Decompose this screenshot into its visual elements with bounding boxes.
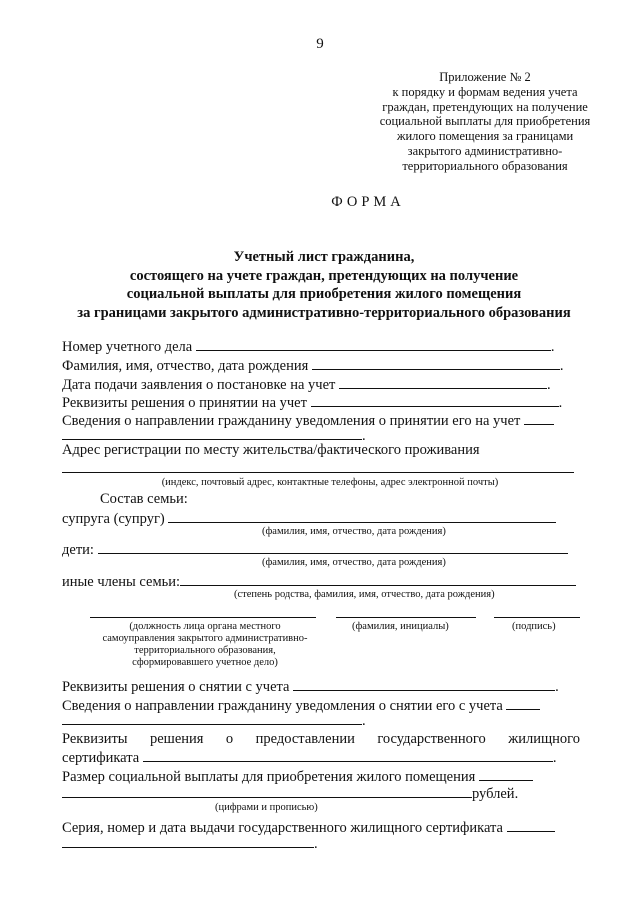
certificate-word: решения [149, 731, 204, 747]
period: . [362, 428, 366, 444]
certificate-series-cont [62, 834, 318, 853]
position-caption-line: (должность лица органа местного [129, 621, 281, 632]
appendix-line: к порядку и формам ведения учета [392, 84, 578, 99]
period: . [314, 836, 318, 852]
page-number: 9 [316, 36, 324, 52]
removal-notice-label: Сведения о направлении гражданину уведомления о снятии его с учета [62, 698, 503, 714]
other-members-label: иные члены семьи: [62, 574, 181, 590]
appendix-line: жилого помещения за границами [396, 129, 574, 144]
removal-details-field[interactable] [293, 677, 555, 691]
form-label: ФОРМА [331, 194, 405, 210]
position-field[interactable] [90, 617, 316, 618]
appendix-line: социальной выплаты для приобретения [379, 114, 591, 129]
payment-amount-cont [62, 784, 518, 803]
spouse-field[interactable] [168, 509, 556, 523]
application-date-label: Дата подачи заявления о постановке на учет [62, 377, 336, 393]
certificate-cont-label: сертификата [62, 750, 140, 766]
payment-amount-field[interactable] [479, 767, 533, 781]
address-label: Адрес регистрации по месту жительства/фактического проживания [62, 442, 480, 458]
appendix-block [360, 70, 610, 174]
certificate-word: жилищного [508, 731, 580, 747]
acceptance-notice-field[interactable] [524, 411, 554, 425]
certificate-series-field[interactable] [507, 818, 555, 832]
account-number-row [62, 337, 554, 356]
period: . [547, 377, 551, 393]
signature-field[interactable] [494, 617, 580, 618]
position-caption-line: самоуправления закрытого административно- [102, 633, 308, 644]
other-members-field[interactable] [180, 572, 576, 586]
removal-notice-field-2[interactable] [62, 711, 362, 725]
removal-notice-field[interactable] [506, 696, 540, 710]
spouse-caption: (фамилия, имя, отчество, дата рождения) [262, 526, 446, 537]
children-label: дети: [62, 542, 94, 558]
removal-details-row [62, 677, 559, 696]
full-name-field[interactable] [312, 356, 560, 370]
certificate-word: Реквизиты [62, 731, 128, 747]
address-row [62, 442, 480, 459]
payment-amount-label: Размер социальной выплаты для приобретения жилого помещения [62, 769, 476, 785]
acceptance-details-label: Реквизиты решения о принятии на учет [62, 395, 307, 411]
certificate-series-field-2[interactable] [62, 834, 314, 848]
signature-caption: (подпись) [512, 621, 556, 632]
full-name-row [62, 356, 564, 375]
rubles-label: рублей. [472, 786, 519, 802]
address-caption: (индекс, почтовый адрес, контактные телефоны, адрес электронной почты) [161, 477, 499, 488]
acceptance-details-row [62, 393, 562, 412]
account-number-field[interactable] [196, 337, 551, 351]
period: . [550, 339, 555, 355]
title-line: Учетный лист гражданина, [233, 249, 415, 265]
appendix-line: закрытого административно- [407, 143, 563, 158]
certificate-details-row [62, 731, 580, 748]
application-date-field[interactable] [339, 375, 547, 389]
period: . [559, 358, 564, 374]
certificate-word: государственного [377, 731, 486, 747]
period: . [552, 750, 557, 766]
period: . [555, 679, 559, 695]
period: . [558, 395, 563, 411]
certificate-series-label: Серия, номер и дата выдачи государственного жилищного сертификата [62, 820, 503, 836]
full-name-label: Фамилия, имя, отчество, дата рождения [62, 358, 309, 374]
position-caption [85, 621, 325, 669]
account-number-label: Номер учетного дела [62, 339, 193, 355]
name-initials-caption: (фамилия, инициалы) [352, 621, 449, 632]
name-initials-field[interactable] [336, 617, 476, 618]
certificate-details-field[interactable] [143, 748, 553, 762]
children-caption: (фамилия, имя, отчество, дата рождения) [262, 557, 446, 568]
certificate-details-cont [62, 748, 556, 767]
acceptance-details-field[interactable] [311, 393, 559, 407]
application-date-row [62, 375, 551, 394]
position-caption-line: сформировавшего учетное дело) [132, 657, 278, 668]
appendix-line: Приложение № 2 [439, 70, 531, 84]
certificate-word: о [225, 731, 234, 747]
title-line: социальной выплаты для приобретения жилого помещения [126, 286, 522, 302]
amount-caption: (цифрами и прописью) [215, 802, 318, 813]
removal-details-label: Реквизиты решения о снятии с учета [62, 679, 290, 695]
payment-amount-field-2[interactable] [62, 784, 472, 798]
address-field[interactable] [62, 472, 574, 473]
acceptance-notice-label: Сведения о направлении гражданину уведомления о принятии его на учет [62, 413, 521, 429]
position-caption-line: территориального образования, [134, 645, 276, 656]
appendix-line: территориального образования [402, 158, 568, 173]
title-line: за границами закрытого административно-территориального образования [77, 304, 571, 321]
certificate-word: предоставлении [255, 731, 355, 747]
children-field[interactable] [98, 540, 568, 554]
appendix-line: граждан, претендующих на получение [382, 99, 588, 114]
period: . [362, 713, 366, 729]
other-members-caption: (степень родства, фамилия, имя, отчество, дата рождения) [234, 589, 495, 600]
acceptance-notice-field-2[interactable] [62, 426, 362, 440]
spouse-label: супруга (супруг) [62, 511, 165, 527]
document-title [0, 248, 640, 322]
family-heading: Состав семьи: [100, 491, 188, 507]
title-line: состоящего на учете граждан, претендующих на получение [129, 267, 519, 284]
removal-notice-cont [62, 711, 366, 730]
